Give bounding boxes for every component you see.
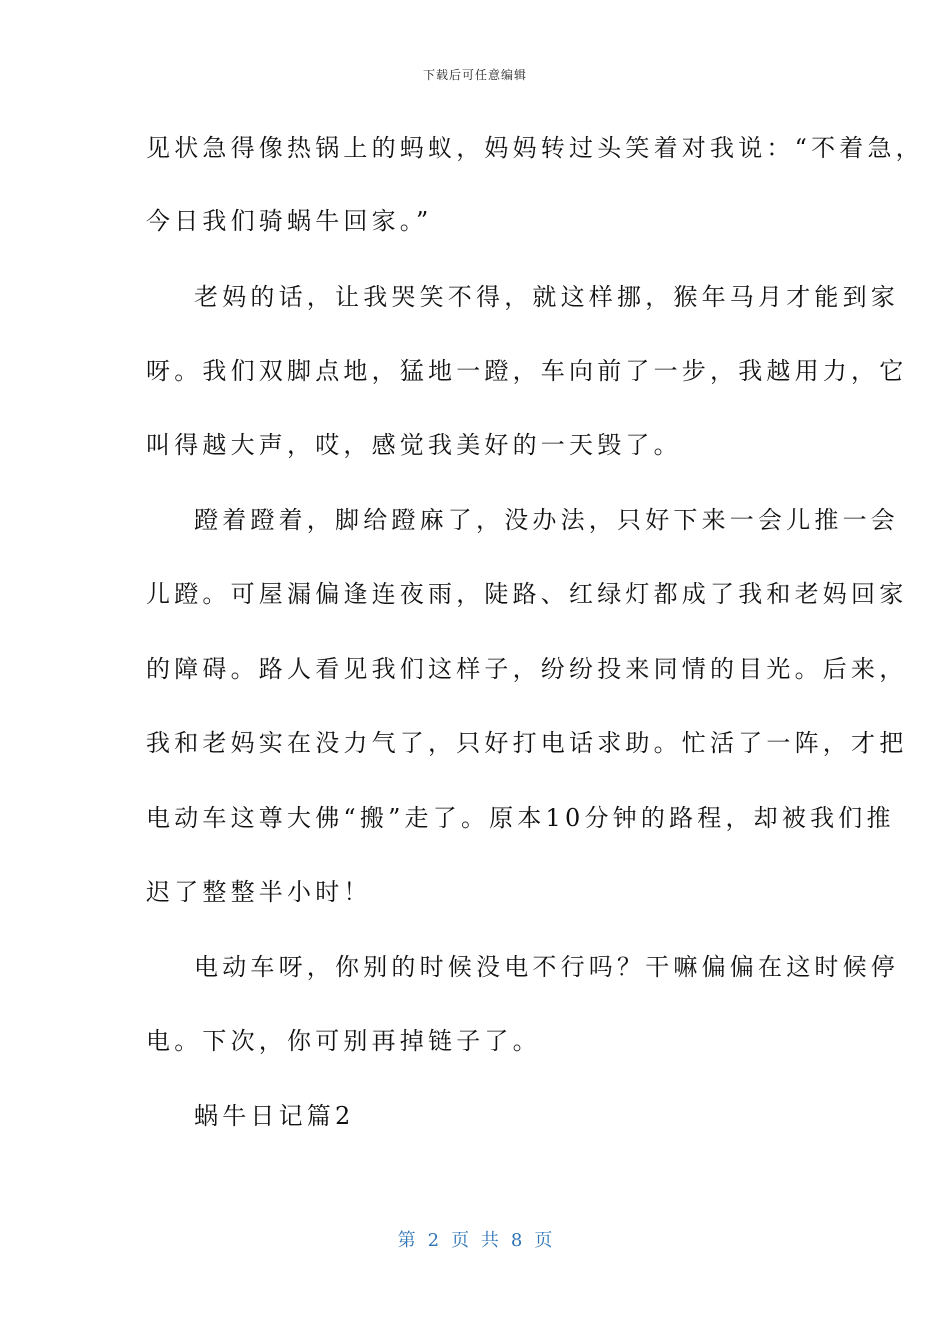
text-line: 儿蹬。可屋漏偏逢连夜雨，陡路、红绿灯都成了我和老妈回家	[146, 580, 908, 608]
text-line: 我和老妈实在没力气了，只好打电话求助。忙活了一阵，才把	[146, 729, 908, 757]
footer-mid: 页 共	[451, 1230, 499, 1251]
footer-page-number: 2	[427, 1230, 440, 1251]
text-line: 电动车这尊大佛“搬”走了。原本10分钟的路程，却被我们推	[146, 804, 895, 832]
text-line: 叫得越大声，哎，感觉我美好的一天毁了。	[146, 431, 682, 459]
text-line: 的障碍。路人看见我们这样子，纷纷投来同情的目光。后来，	[146, 655, 908, 683]
section-heading: 蜗牛日记篇2	[194, 1102, 355, 1130]
text-line: 见状急得像热锅上的蚂蚁，妈妈转过头笑着对我说：“不着急，	[146, 134, 924, 162]
footer-prefix: 第	[397, 1230, 416, 1251]
footer-total-pages: 8	[510, 1230, 523, 1251]
header-note: 下载后可任意编辑	[422, 68, 527, 82]
page-footer	[0, 1226, 950, 1252]
paragraph-first-line: 电动车呀，你别的时候没电不行吗？干嘛偏偏在这时候停	[194, 953, 899, 981]
footer-suffix: 页	[534, 1230, 553, 1251]
text-line: 呀。我们双脚点地，猛地一蹬，车向前了一步，我越用力，它	[146, 357, 908, 385]
text-line: 迟了整整半小时！	[146, 878, 372, 906]
text-line: 今日我们骑蜗牛回家。”	[146, 207, 433, 235]
paragraph-first-line: 蹬着蹬着，脚给蹬麻了，没办法，只好下来一会儿推一会	[194, 506, 899, 534]
paragraph-first-line: 老妈的话，让我哭笑不得，就这样挪，猴年马月才能到家	[194, 283, 899, 311]
text-line: 电。下次，你可别再掉链子了。	[146, 1027, 541, 1055]
